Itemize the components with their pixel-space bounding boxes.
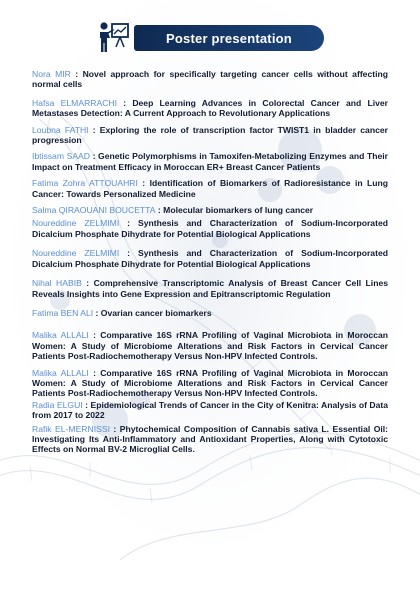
entry-author: Rafik EL-MERNISSI [32, 423, 110, 434]
entry-title: Epidemiological Trends of Cancer in the City of Kenitra: Analysis of Data from 2017 to 2022 [32, 399, 389, 421]
entry-title: Molecular biomarkers of lung cancer [163, 205, 314, 216]
entry-title: Genetic Polymorphisms in Tamoxifen-Metabolizing Enzymes and Their Impact on Treatment Efficacy in Moroccan ER+ Breast Cancer Patients [32, 151, 388, 172]
presentation-entry [32, 178, 388, 199]
presentation-entry [32, 248, 388, 269]
entry-title: Novel approach for specifically targeting cancer cells without affecting normal cells [32, 69, 388, 90]
entry-author: Fatima Zohra ATTOUAHRI [32, 178, 138, 189]
entry-separator: : [119, 218, 138, 229]
entry-separator: : [109, 423, 120, 434]
page-title: Poster presentation [134, 25, 324, 51]
presentation-list [32, 69, 388, 455]
presentation-entry [32, 308, 388, 318]
entry-author: Malika ALLALI [32, 367, 89, 378]
entry-separator: : [90, 151, 99, 162]
entry-title: Deep Learning Advances in Colorectal Cancer and Liver Metastases Detection: A Current Approach to Revolutionary Applications [32, 97, 389, 119]
presentation-entry [32, 69, 388, 90]
entry-author: Nora MIR [32, 69, 71, 79]
entry-separator: : [88, 330, 101, 341]
presentation-entry [32, 218, 388, 239]
entry-title: Comparative 16S rRNA Profiling of Vaginal Microbiota in Moroccan Women: A Study of Microbiome Alterations and Risk Factors in Cervical Cancer Patients Post-Radiochemotherapy Versus Non-HPV Infected Controls. [32, 330, 388, 362]
presentation-entry [32, 424, 388, 455]
entry-author: Nihal HABIB [32, 278, 82, 289]
entry-title: Identification of Biomarkers of Radioresistance in Lung Cancer: Towards Personalized Medicine [32, 178, 388, 199]
entry-separator: : [70, 69, 83, 79]
entry-author: Noureddine ZELMIMI [32, 218, 120, 229]
entry-separator: : [93, 307, 101, 318]
entry-author: Fatima BEN ALI [32, 307, 94, 318]
presentation-entry [32, 330, 388, 361]
entry-separator: : [119, 248, 138, 259]
presentation-entry [32, 205, 388, 215]
entry-title: Synthesis and Characterization of Sodium-Incorporated Dicalcium Phosphate Dihydrate for Potential Biological Applications [32, 248, 388, 269]
entry-author: Salma QIRAOUANI BOUCETTA [32, 205, 156, 216]
entry-author: Radia ELGUI [32, 399, 83, 410]
entry-author: Hafsa ELMARRACHI [32, 97, 118, 108]
entry-title: Comparative 16S rRNA Profiling of Vaginal Microbiota in Moroccan Women: A Study of Microbiome Alterations and Risk Factors in Cervical Cancer Patients Post-Radiochemotherapy Versus Non-HPV Infected Controls. [32, 367, 388, 399]
entry-separator: : [137, 178, 150, 189]
entry-author: Noureddine ZELMIMI [32, 248, 120, 259]
presentation-entry [32, 278, 388, 299]
entry-title: Comprehensive Transcriptomic Analysis of Breast Cancer Cell Lines Reveals Insights into Gene Expression and Epitranscriptomic Regulation [32, 278, 389, 299]
entry-title: Ovarian cancer biomarkers [100, 307, 212, 318]
entry-author: Malika ALLALI [32, 330, 89, 341]
presentation-entry [32, 400, 388, 421]
presenter-board-icon [98, 20, 130, 54]
presentation-entry [32, 151, 388, 172]
entry-separator: : [81, 278, 94, 289]
entry-title: Synthesis and Characterization of Sodium-Incorporated Dicalcium Phosphate Dihydrate for Potential Biological Applications [32, 218, 388, 239]
entry-title: Phytochemical Composition of Cannabis sativa L. Essential Oil: Investigating Its Anti-Inflammatory and Antioxidant Properties, Along with Cytotoxic Effects on Normal BV-2 Microglial Cells. [32, 423, 389, 455]
entry-separator: : [117, 97, 133, 108]
entry-separator: : [88, 367, 101, 378]
presentation-entry [32, 368, 388, 399]
entry-separator: : [88, 124, 100, 135]
presentation-entry [32, 125, 388, 146]
entry-title: Exploring the role of transcription factor TWIST1 in bladder cancer progression [32, 124, 388, 146]
section-header [98, 20, 328, 56]
entry-author: Loubna FATHI [32, 124, 89, 135]
entry-separator: : [82, 399, 91, 410]
presentation-entry [32, 98, 388, 119]
entry-separator: : [155, 205, 164, 216]
entry-author: Ibtissam SAAD [32, 151, 90, 162]
